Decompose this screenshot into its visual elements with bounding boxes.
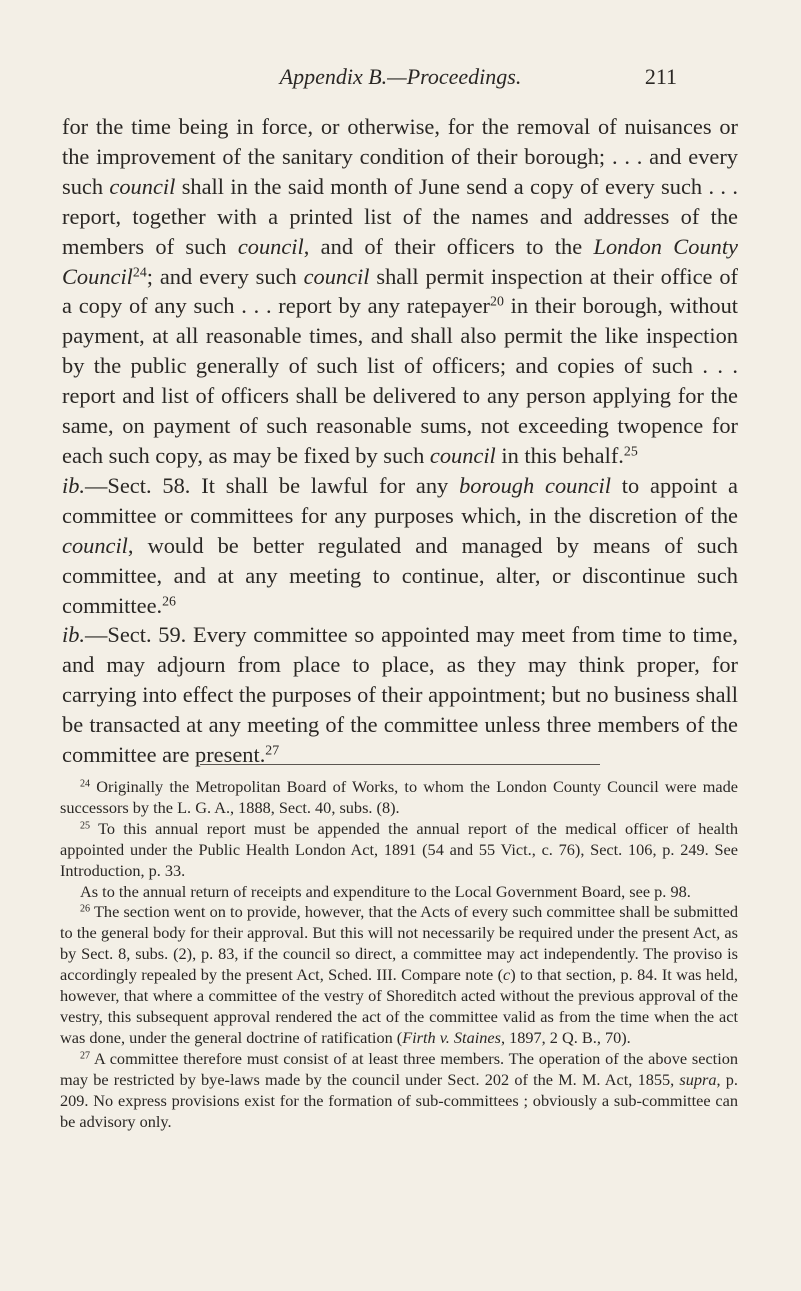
footnote-ref-20[interactable]: 20 bbox=[490, 294, 504, 310]
footnotes bbox=[60, 777, 738, 1132]
running-header bbox=[0, 64, 801, 90]
running-title: Appendix B.—Proceedings. bbox=[279, 64, 522, 89]
footnote-24: $^{24}$ Originally the Metropolitan Board of Works, to whom the London County Council were made successors by the L. G. A., 1888, Sect. 40, subs. (8). bbox=[60, 777, 738, 817]
footnote-25-continued: As to the annual return of receipts and expenditure to the Local Government Board, see p. 98. bbox=[80, 881, 691, 901]
main-text bbox=[62, 112, 738, 770]
page-number: 211 bbox=[644, 64, 677, 89]
footnote-ref-26[interactable]: 26 bbox=[162, 593, 176, 609]
paragraph-3: ib.—Sect. 59. Every committee so appointed may meet from time to time, and may adjourn from place to place, as they may think proper, for carrying into effect the purposes of their appointment; but no business shall be transacted at any meeting of the committee unless three members of the committee are present.$^{27}$ bbox=[62, 622, 738, 768]
paragraph-1: for the time being in force, or otherwise, for the removal of nuisances or the improvement of the sanitary condition of their borough; . . . and every such council shall in the said month of June send a copy of every such . . . report, together with a printed list of the names and addresses of the members of such council, and of their officers to the London County Council$^{24}$; and every such council shall permit inspection at their office of a copy of any such . . . report by any ratepayer$^{20}$ in their borough, without payment, at all reasonable times, and shall also permit the like inspection by the public generally of such list of officers; and copies of such . . . report and list of officers shall be delivered to any person applying for the same, on payment of such reasonable sums, not exceeding twopence for each such copy, as may be fixed by such council in this behalf.$^{25}$ bbox=[62, 114, 739, 468]
footnote-ref-24[interactable]: 24 bbox=[132, 264, 147, 280]
footnote-divider bbox=[200, 764, 600, 765]
footnote-25: $^{25}$ To this annual report must be appended the annual report of the medical officer of health appointed under the Public Health London Act, 1891 (54 and 55 Vict., c. 76), Sect. 106, p. 249. See Introduction, p. 33. bbox=[60, 818, 738, 880]
footnote-26: $^{26}$ The section went on to provide, however, that the Acts of every such committee shall be submitted to the general body for their approval. But this will not necessarily be required under the present Act, as by Sect. 8, subs. (2), p. 83, if the council so direct, a committee may act independently. The proviso is accordingly repealed by the present Act, Sched. III. Compare note (c) to that section, p. 84. It was held, however, that where a committee of the vestry of Shoreditch acted without the previous approval of the vestry, this subsequent approval rendered the act of the committee valid as from the time when the act was done, under the general doctrine of ratification (Firth v. Staines, 1897, 2 Q. B., 70). bbox=[60, 902, 738, 1047]
footnote-ref-25[interactable]: 25 bbox=[623, 444, 638, 460]
footnote-ref-27[interactable]: 27 bbox=[265, 743, 280, 759]
paragraph-2: ib.—Sect. 58. It shall be lawful for any borough council to appoint a committee or committees for any purposes which, in the discretion of the council, would be better regulated and managed by means of such committee, and at any meeting to continue, alter, or discontinue such committee.$^{26}$ bbox=[62, 472, 738, 618]
footnote-27: $^{27}$ A committee therefore must consist of at least three members. The operation of the above section may be restricted by bye-laws made by the council under Sect. 202 of the M. M. Act, 1855, supra, p. 209. No express provisions exist for the formation of sub-committees ; obviously a sub-committee can be advisory only. bbox=[60, 1048, 738, 1131]
